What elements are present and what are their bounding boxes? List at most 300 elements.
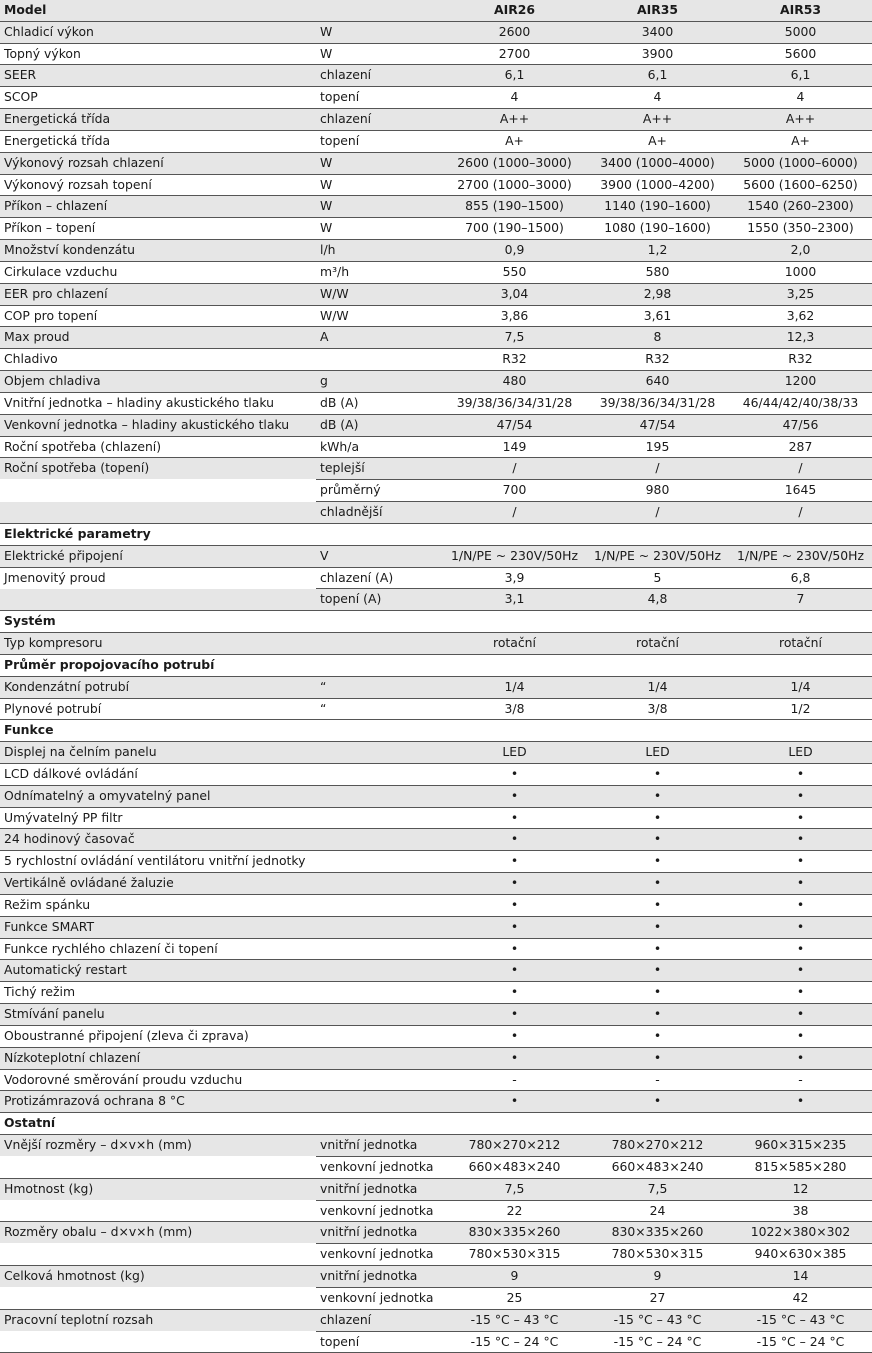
row-value-air35: 8 <box>586 327 729 349</box>
spec-row <box>0 240 872 262</box>
row-unit <box>316 1004 443 1026</box>
row-value-air26: 6,1 <box>443 65 586 87</box>
row-value-air35: 39/38/36/34/31/28 <box>586 392 729 414</box>
row-value-air26: • <box>443 829 586 851</box>
row-label: Příkon – topení <box>0 218 316 240</box>
spec-row <box>0 567 872 589</box>
row-value-air26: • <box>443 851 586 873</box>
row-unit: průměrný <box>316 480 443 502</box>
section-header <box>0 523 872 545</box>
row-unit <box>316 829 443 851</box>
row-unit: g <box>316 371 443 393</box>
row-value-air53: 6,1 <box>729 65 872 87</box>
row-label: EER pro chlazení <box>0 283 316 305</box>
row-label: Výkonový rozsah chlazení <box>0 152 316 174</box>
row-value-air53: 1/2 <box>729 698 872 720</box>
row-unit: “ <box>316 698 443 720</box>
spec-row <box>0 261 872 283</box>
row-label: SEER <box>0 65 316 87</box>
header-row <box>0 0 872 21</box>
row-value-air35: • <box>586 1004 729 1026</box>
row-value-air53: • <box>729 873 872 895</box>
row-value-air53: 1/4 <box>729 676 872 698</box>
row-unit <box>316 873 443 895</box>
row-value-air26: rotační <box>443 633 586 655</box>
row-value-air35: • <box>586 916 729 938</box>
row-value-air26: • <box>443 894 586 916</box>
section-title: Elektrické parametry <box>0 523 872 545</box>
row-value-air26: - <box>443 1069 586 1091</box>
row-label <box>0 1287 316 1309</box>
spec-row <box>0 785 872 807</box>
row-label: Vnitřní jednotka – hladiny akustického tlaku <box>0 392 316 414</box>
spec-row <box>0 87 872 109</box>
row-value-air53: • <box>729 1025 872 1047</box>
row-value-air35: • <box>586 873 729 895</box>
row-unit <box>316 742 443 764</box>
row-value-air53: • <box>729 938 872 960</box>
row-value-air53: 940×630×385 <box>729 1244 872 1266</box>
row-value-air26: / <box>443 458 586 480</box>
row-label: 5 rychlostní ovládání ventilátoru vnitřní jednotky <box>0 851 316 873</box>
spec-row <box>0 1222 872 1244</box>
row-value-air53: 42 <box>729 1287 872 1309</box>
row-value-air35: • <box>586 1025 729 1047</box>
spec-row <box>0 414 872 436</box>
row-value-air26: 25 <box>443 1287 586 1309</box>
row-value-air26: 9 <box>443 1266 586 1288</box>
spec-row <box>0 305 872 327</box>
row-value-air53: 12,3 <box>729 327 872 349</box>
row-value-air35: 3900 <box>586 43 729 65</box>
row-value-air35: 580 <box>586 261 729 283</box>
spec-row <box>0 960 872 982</box>
row-value-air35: • <box>586 894 729 916</box>
row-label: Plynové potrubí <box>0 698 316 720</box>
row-unit: chlazení (A) <box>316 567 443 589</box>
row-label: Funkce SMART <box>0 916 316 938</box>
row-value-air53: • <box>729 960 872 982</box>
row-value-air26: • <box>443 938 586 960</box>
row-value-air26: 3,04 <box>443 283 586 305</box>
row-value-air35: • <box>586 785 729 807</box>
spec-row <box>0 829 872 851</box>
section-title: Funkce <box>0 720 872 742</box>
row-value-air53: 1022×380×302 <box>729 1222 872 1244</box>
row-value-air35: LED <box>586 742 729 764</box>
row-value-air35: A+ <box>586 130 729 152</box>
row-value-air26: 855 (190–1500) <box>443 196 586 218</box>
row-value-air35: • <box>586 829 729 851</box>
row-label <box>0 1331 316 1353</box>
row-value-air35: 780×530×315 <box>586 1244 729 1266</box>
row-value-air26: 39/38/36/34/31/28 <box>443 392 586 414</box>
spec-row <box>0 1331 872 1353</box>
row-label: Oboustranné připojení (zleva či zprava) <box>0 1025 316 1047</box>
row-value-air35: • <box>586 982 729 1004</box>
row-label: Umývatelný PP filtr <box>0 807 316 829</box>
row-label: Tichý režim <box>0 982 316 1004</box>
spec-row <box>0 1069 872 1091</box>
row-value-air53: 38 <box>729 1200 872 1222</box>
row-value-air26: 780×530×315 <box>443 1244 586 1266</box>
row-value-air35: 3400 (1000–4000) <box>586 152 729 174</box>
row-value-air26: 2700 (1000–3000) <box>443 174 586 196</box>
spec-row <box>0 545 872 567</box>
row-value-air26: 3/8 <box>443 698 586 720</box>
model-name-air35: AIR35 <box>586 0 729 21</box>
section-title: Průměr propojovacího potrubí <box>0 654 872 676</box>
row-value-air26: R32 <box>443 349 586 371</box>
row-value-air35: 660×483×240 <box>586 1156 729 1178</box>
spec-row <box>0 916 872 938</box>
row-value-air26: 830×335×260 <box>443 1222 586 1244</box>
spec-row <box>0 349 872 371</box>
row-unit: m³/h <box>316 261 443 283</box>
row-value-air53: 6,8 <box>729 567 872 589</box>
row-value-air35: • <box>586 851 729 873</box>
row-label: Roční spotřeba (chlazení) <box>0 436 316 458</box>
row-value-air26: A+ <box>443 130 586 152</box>
row-label: Topný výkon <box>0 43 316 65</box>
spec-row <box>0 807 872 829</box>
row-unit: W <box>316 174 443 196</box>
row-value-air26: 3,1 <box>443 589 586 611</box>
row-value-air35: 5 <box>586 567 729 589</box>
row-value-air35: 3,61 <box>586 305 729 327</box>
row-value-air53: 46/44/42/40/38/33 <box>729 392 872 414</box>
row-value-air26: 2700 <box>443 43 586 65</box>
row-value-air53: 5000 (1000–6000) <box>729 152 872 174</box>
row-value-air26: -15 °C – 24 °C <box>443 1331 586 1353</box>
row-unit <box>316 1025 443 1047</box>
spec-row <box>0 873 872 895</box>
row-unit <box>316 1091 443 1113</box>
row-value-air35: A++ <box>586 109 729 131</box>
row-unit: W <box>316 21 443 43</box>
row-value-air26: 2600 <box>443 21 586 43</box>
model-name-air53: AIR53 <box>729 0 872 21</box>
row-value-air26: • <box>443 785 586 807</box>
row-value-air26: • <box>443 982 586 1004</box>
row-value-air26: 480 <box>443 371 586 393</box>
row-value-air35: 4,8 <box>586 589 729 611</box>
row-value-air53: 1645 <box>729 480 872 502</box>
spec-row <box>0 392 872 414</box>
spec-row <box>0 1156 872 1178</box>
row-value-air35: 3/8 <box>586 698 729 720</box>
row-value-air26: 7,5 <box>443 327 586 349</box>
spec-row <box>0 218 872 240</box>
row-label <box>0 480 316 502</box>
row-value-air26: -15 °C – 43 °C <box>443 1309 586 1331</box>
row-value-air53: 3,62 <box>729 305 872 327</box>
row-value-air35: 1140 (190–1600) <box>586 196 729 218</box>
row-label: Chladicí výkon <box>0 21 316 43</box>
row-value-air53: • <box>729 1047 872 1069</box>
spec-row <box>0 436 872 458</box>
row-value-air35: - <box>586 1069 729 1091</box>
row-value-air26: 700 (190–1500) <box>443 218 586 240</box>
row-label: Příkon – chlazení <box>0 196 316 218</box>
model-header: Model <box>0 0 316 21</box>
row-label: Stmívání panelu <box>0 1004 316 1026</box>
row-value-air26: • <box>443 807 586 829</box>
row-label: Nízkoteplotní chlazení <box>0 1047 316 1069</box>
row-label <box>0 1244 316 1266</box>
spec-row <box>0 633 872 655</box>
row-value-air53: R32 <box>729 349 872 371</box>
section-header <box>0 720 872 742</box>
row-label: Rozměry obalu – d×v×h (mm) <box>0 1222 316 1244</box>
row-label: Vnější rozměry – d×v×h (mm) <box>0 1135 316 1157</box>
row-label: Celková hmotnost (kg) <box>0 1266 316 1288</box>
row-value-air35: 1/4 <box>586 676 729 698</box>
row-label: Množství kondenzátu <box>0 240 316 262</box>
spec-row <box>0 458 872 480</box>
row-label: Jmenovitý proud <box>0 567 316 589</box>
row-value-air26: 660×483×240 <box>443 1156 586 1178</box>
row-value-air35: 3900 (1000–4200) <box>586 174 729 196</box>
row-label: Objem chladiva <box>0 371 316 393</box>
row-value-air35: R32 <box>586 349 729 371</box>
spec-row <box>0 1091 872 1113</box>
row-value-air35: • <box>586 763 729 785</box>
row-value-air53: 4 <box>729 87 872 109</box>
row-unit: venkovní jednotka <box>316 1287 443 1309</box>
row-value-air53: -15 °C – 43 °C <box>729 1309 872 1331</box>
row-unit: vnitřní jednotka <box>316 1266 443 1288</box>
row-value-air53: 2,0 <box>729 240 872 262</box>
row-value-air35: • <box>586 938 729 960</box>
spec-row <box>0 763 872 785</box>
row-value-air26: A++ <box>443 109 586 131</box>
spec-row <box>0 1266 872 1288</box>
section-header <box>0 611 872 633</box>
row-value-air53: 1550 (350–2300) <box>729 218 872 240</box>
row-label: Kondenzátní potrubí <box>0 676 316 698</box>
spec-row <box>0 1178 872 1200</box>
row-label: 24 hodinový časovač <box>0 829 316 851</box>
row-label: Roční spotřeba (topení) <box>0 458 316 480</box>
row-value-air35: / <box>586 458 729 480</box>
row-value-air26: 7,5 <box>443 1178 586 1200</box>
row-value-air35: 9 <box>586 1266 729 1288</box>
row-value-air53: • <box>729 851 872 873</box>
row-label: Automatický restart <box>0 960 316 982</box>
spec-row <box>0 480 872 502</box>
row-value-air26: 780×270×212 <box>443 1135 586 1157</box>
row-unit <box>316 1047 443 1069</box>
row-value-air35: 1080 (190–1600) <box>586 218 729 240</box>
row-value-air26: 3,86 <box>443 305 586 327</box>
row-value-air53: A+ <box>729 130 872 152</box>
unit-header <box>316 0 443 21</box>
row-label: COP pro topení <box>0 305 316 327</box>
row-value-air53: 5000 <box>729 21 872 43</box>
row-unit: chlazení <box>316 1309 443 1331</box>
row-unit: teplejší <box>316 458 443 480</box>
row-value-air26: • <box>443 763 586 785</box>
row-value-air35: 780×270×212 <box>586 1135 729 1157</box>
row-value-air53: • <box>729 916 872 938</box>
spec-row <box>0 1047 872 1069</box>
row-value-air26: LED <box>443 742 586 764</box>
row-unit <box>316 1069 443 1091</box>
row-unit <box>316 807 443 829</box>
row-value-air26: • <box>443 1047 586 1069</box>
row-unit: venkovní jednotka <box>316 1244 443 1266</box>
row-label <box>0 1200 316 1222</box>
row-value-air26: • <box>443 1004 586 1026</box>
row-value-air53: / <box>729 458 872 480</box>
row-unit: chlazení <box>316 65 443 87</box>
spec-row <box>0 851 872 873</box>
spec-row <box>0 742 872 764</box>
row-label: Funkce rychlého chlazení či topení <box>0 938 316 960</box>
row-value-air35: 3400 <box>586 21 729 43</box>
row-value-air53: / <box>729 502 872 524</box>
row-value-air35: 7,5 <box>586 1178 729 1200</box>
spec-row <box>0 109 872 131</box>
spec-row <box>0 371 872 393</box>
row-value-air35: 1,2 <box>586 240 729 262</box>
row-label: Vodorovné směrování proudu vzduchu <box>0 1069 316 1091</box>
row-value-air53: 5600 <box>729 43 872 65</box>
row-value-air26: 149 <box>443 436 586 458</box>
section-header <box>0 1113 872 1135</box>
row-value-air53: • <box>729 763 872 785</box>
row-unit <box>316 982 443 1004</box>
row-unit: dB (A) <box>316 392 443 414</box>
row-unit: W <box>316 196 443 218</box>
row-value-air26: 550 <box>443 261 586 283</box>
row-value-air26: 1/4 <box>443 676 586 698</box>
row-value-air35: 2,98 <box>586 283 729 305</box>
row-unit: vnitřní jednotka <box>316 1222 443 1244</box>
row-value-air35: / <box>586 502 729 524</box>
row-label: Protizámrazová ochrana 8 °C <box>0 1091 316 1113</box>
row-value-air35: -15 °C – 43 °C <box>586 1309 729 1331</box>
row-unit: chlazení <box>316 109 443 131</box>
section-title: Systém <box>0 611 872 633</box>
row-unit <box>316 633 443 655</box>
row-unit: kWh/a <box>316 436 443 458</box>
row-label: Hmotnost (kg) <box>0 1178 316 1200</box>
row-unit: topení <box>316 1331 443 1353</box>
row-value-air35: 4 <box>586 87 729 109</box>
row-unit: venkovní jednotka <box>316 1156 443 1178</box>
row-value-air53: 1000 <box>729 261 872 283</box>
row-value-air26: 700 <box>443 480 586 502</box>
spec-row <box>0 152 872 174</box>
row-value-air26: / <box>443 502 586 524</box>
row-value-air53: • <box>729 1091 872 1113</box>
row-label: Cirkulace vzduchu <box>0 261 316 283</box>
spec-row <box>0 43 872 65</box>
row-value-air26: 0,9 <box>443 240 586 262</box>
row-value-air35: 195 <box>586 436 729 458</box>
row-value-air26: 4 <box>443 87 586 109</box>
row-value-air53: -15 °C – 24 °C <box>729 1331 872 1353</box>
row-label: Venkovní jednotka – hladiny akustického tlaku <box>0 414 316 436</box>
row-value-air35: 980 <box>586 480 729 502</box>
row-unit: topení <box>316 130 443 152</box>
row-value-air26: 3,9 <box>443 567 586 589</box>
row-value-air53: • <box>729 1004 872 1026</box>
row-label: Energetická třída <box>0 109 316 131</box>
row-unit: vnitřní jednotka <box>316 1178 443 1200</box>
row-value-air35: 24 <box>586 1200 729 1222</box>
row-label: Chladivo <box>0 349 316 371</box>
row-label: Typ kompresoru <box>0 633 316 655</box>
row-value-air53: 3,25 <box>729 283 872 305</box>
spec-row <box>0 327 872 349</box>
spec-row <box>0 65 872 87</box>
row-value-air26: • <box>443 916 586 938</box>
row-unit: topení <box>316 87 443 109</box>
row-label: Displej na čelním panelu <box>0 742 316 764</box>
row-value-air53: 1540 (260–2300) <box>729 196 872 218</box>
row-value-air53: rotační <box>729 633 872 655</box>
spec-row <box>0 589 872 611</box>
row-unit <box>316 916 443 938</box>
row-value-air53: 5600 (1600–6250) <box>729 174 872 196</box>
row-unit: chladnější <box>316 502 443 524</box>
spec-row <box>0 1200 872 1222</box>
row-label: Výkonový rozsah topení <box>0 174 316 196</box>
row-unit: l/h <box>316 240 443 262</box>
row-unit: venkovní jednotka <box>316 1200 443 1222</box>
row-value-air26: 22 <box>443 1200 586 1222</box>
row-value-air53: • <box>729 785 872 807</box>
row-unit <box>316 763 443 785</box>
row-unit: dB (A) <box>316 414 443 436</box>
row-value-air35: 27 <box>586 1287 729 1309</box>
row-value-air53: • <box>729 894 872 916</box>
spec-row <box>0 502 872 524</box>
row-value-air26: • <box>443 873 586 895</box>
row-value-air53: • <box>729 829 872 851</box>
row-label: SCOP <box>0 87 316 109</box>
spec-row <box>0 1309 872 1331</box>
row-label: Energetická třída <box>0 130 316 152</box>
row-value-air35: 640 <box>586 371 729 393</box>
row-value-air35: 47/54 <box>586 414 729 436</box>
row-value-air26: • <box>443 960 586 982</box>
row-label: LCD dálkové ovládání <box>0 763 316 785</box>
row-unit: W/W <box>316 283 443 305</box>
row-label: Elektrické připojení <box>0 545 316 567</box>
row-value-air35: • <box>586 807 729 829</box>
section-title: Ostatní <box>0 1113 872 1135</box>
row-value-air53: 47/56 <box>729 414 872 436</box>
row-value-air53: 12 <box>729 1178 872 1200</box>
row-value-air26: • <box>443 1091 586 1113</box>
row-value-air35: 6,1 <box>586 65 729 87</box>
row-label <box>0 589 316 611</box>
row-unit: W <box>316 218 443 240</box>
row-value-air53: 14 <box>729 1266 872 1288</box>
row-unit <box>316 851 443 873</box>
row-unit <box>316 785 443 807</box>
row-value-air53: 815×585×280 <box>729 1156 872 1178</box>
row-value-air35: 1/N/PE ~ 230V/50Hz <box>586 545 729 567</box>
spec-row <box>0 1244 872 1266</box>
spec-row <box>0 283 872 305</box>
row-value-air26: • <box>443 1025 586 1047</box>
row-value-air26: 47/54 <box>443 414 586 436</box>
